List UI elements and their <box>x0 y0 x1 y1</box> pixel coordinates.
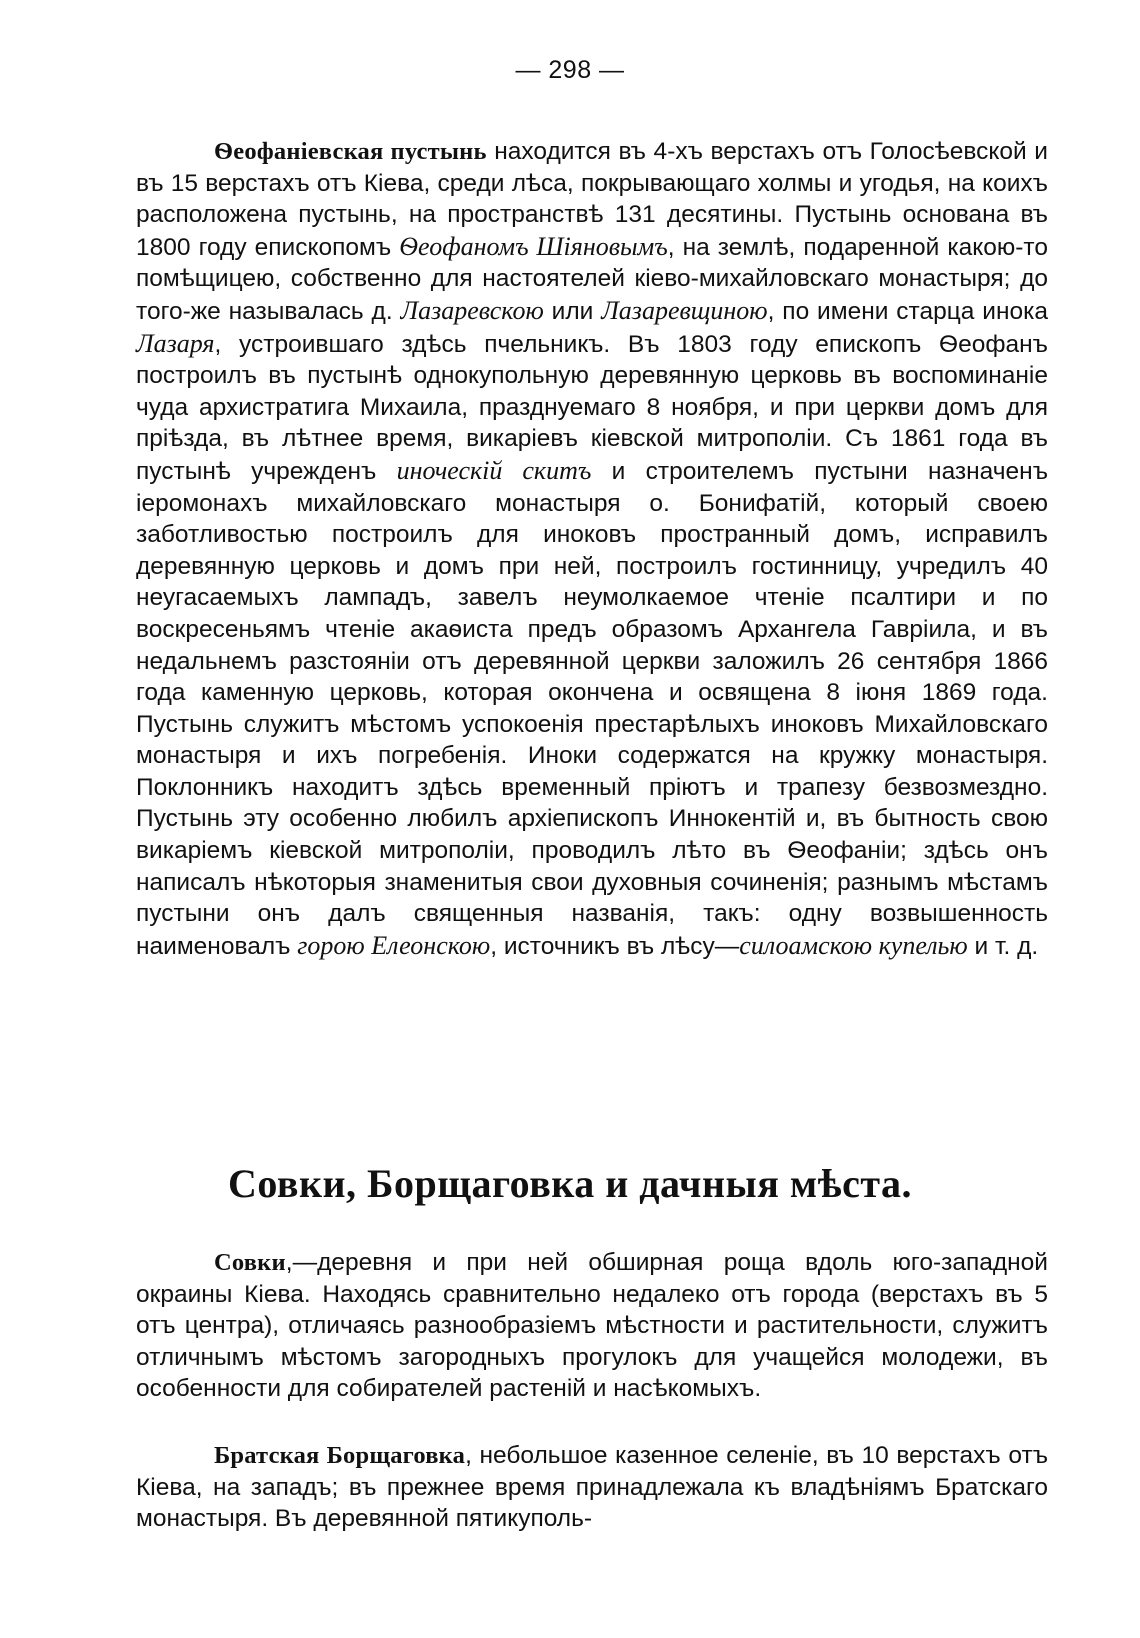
text-run: , по имени старца инока <box>767 297 1048 325</box>
paragraph-text <box>136 136 1048 962</box>
italic-term: горою Елеонскою <box>297 930 491 960</box>
italic-term: силоамскою купелью <box>739 930 968 960</box>
text-run: , устроившаго здѣсь пчельникъ. Въ 1803 году епископъ Ѳеофанъ построилъ въ пустынѣ однокупольную деревянную церковь въ воспоминаніе чуда архистратига Михаила, празднуемаго 8 ноября, и при церкви домъ для пріѣзда, въ лѣтнее время, викаріевъ кіевской митрополіи. Съ 1861 года въ пустынѣ учрежденъ <box>136 330 1048 485</box>
page-number: — 298 — <box>515 56 625 84</box>
text-run: ,—деревня и при ней обширная роща вдоль юго-западной окраины Кіева. Находясь сравнительно недалеко отъ города (верстахъ въ 5 отъ центра), отличаясь разнообразіемъ мѣстности и растительности, служитъ отличнымъ мѣстомъ загородныхъ прогулокъ для учащейся молодежи, въ особенности для собирателей растеній и насѣкомыхъ. <box>136 1249 1048 1403</box>
italic-name: Лазаревщиною <box>601 295 768 325</box>
text-run: находится въ 4-хъ верстахъ отъ Голосѣевской и въ 15 верстахъ отъ Кіева, среди лѣса, покрывающаго холмы и угодья, на коихъ расположена пустынь, на пространствѣ 131 десятины. Пустынь основана въ 1800 году епископомъ <box>136 138 1048 261</box>
italic-name: Лазаря <box>136 328 215 358</box>
section-heading: Совки, Борщаговка и дачныя мѣста. <box>227 1161 913 1206</box>
paragraph-bratskaya-borshchagovka <box>136 1440 1048 1535</box>
paragraph-text <box>136 1440 1048 1535</box>
paragraph-sovki <box>136 1247 1048 1405</box>
text-run: , небольшое казенное селеніе, въ 10 верстахъ отъ Кіева, на западъ; въ прежнее время принадлежала къ владѣніямъ Братскаго монастыря. Въ деревянной пятикуполь- <box>136 1442 1049 1533</box>
text-run: или <box>543 297 602 325</box>
text-run: , на землѣ, подаренной какою-то помѣщицею, собственно для настоятелей кіево-михайловскаго монастыря; до того-же называлась д. <box>136 233 1048 325</box>
lead-term: Братская Борщаговка <box>214 1442 466 1469</box>
paragraph-text <box>136 1247 1048 1405</box>
text-run: и строителемъ пустыни назначенъ іеромонахъ михайловскаго монастыря о. Бонифатій, который своею заботливостью построилъ для иноковъ пространный домъ, исправилъ деревянную церковь и домъ при ней, построилъ гостинницу, учредилъ 40 неугасаемыхъ лампадъ, завелъ неумолкаемое чтеніе псалтири и по воскресеньямъ чтеніе акаѳиста предъ образомъ Архангела Гавріила, и въ недальнемъ разстояніи отъ деревянной церкви заложилъ 26 сентября 1866 года каменную церковь, которая окончена и освящена 8 іюня 1869 года. Пустынь служитъ мѣстомъ успокоенія престарѣлыхъ иноковъ Михайловскаго монастыря и ихъ погребенія. Иноки содержатся на кружку монастыря. Поклонникъ находитъ здѣсь временный пріютъ и трапезу безвозмездно. Пустынь эту особенно любилъ архіепископъ Иннокентій и, въ бытность свою викаріемъ кіевской митрополіи, проводилъ лѣто въ Ѳеофаніи; здѣсь онъ написалъ нѣкоторыя знаменитыя свои духовныя сочиненія; разнымъ мѣстамъ пустыни онъ далъ священныя названія, такъ: одну возвышенность наименовалъ <box>136 457 1049 960</box>
paragraph-feofania <box>136 136 1048 962</box>
text-run: , источникъ въ лѣсу— <box>490 932 740 960</box>
italic-name: Лазаревскою <box>400 295 544 325</box>
italic-term: иноческій скитъ <box>396 455 592 485</box>
italic-name: Ѳеофаномъ Шіяновымъ <box>399 231 668 261</box>
text-run: и т. д. <box>967 932 1039 960</box>
lead-term: Совки <box>214 1249 286 1276</box>
lead-term: Ѳеофаніевская пустынь <box>214 138 487 165</box>
